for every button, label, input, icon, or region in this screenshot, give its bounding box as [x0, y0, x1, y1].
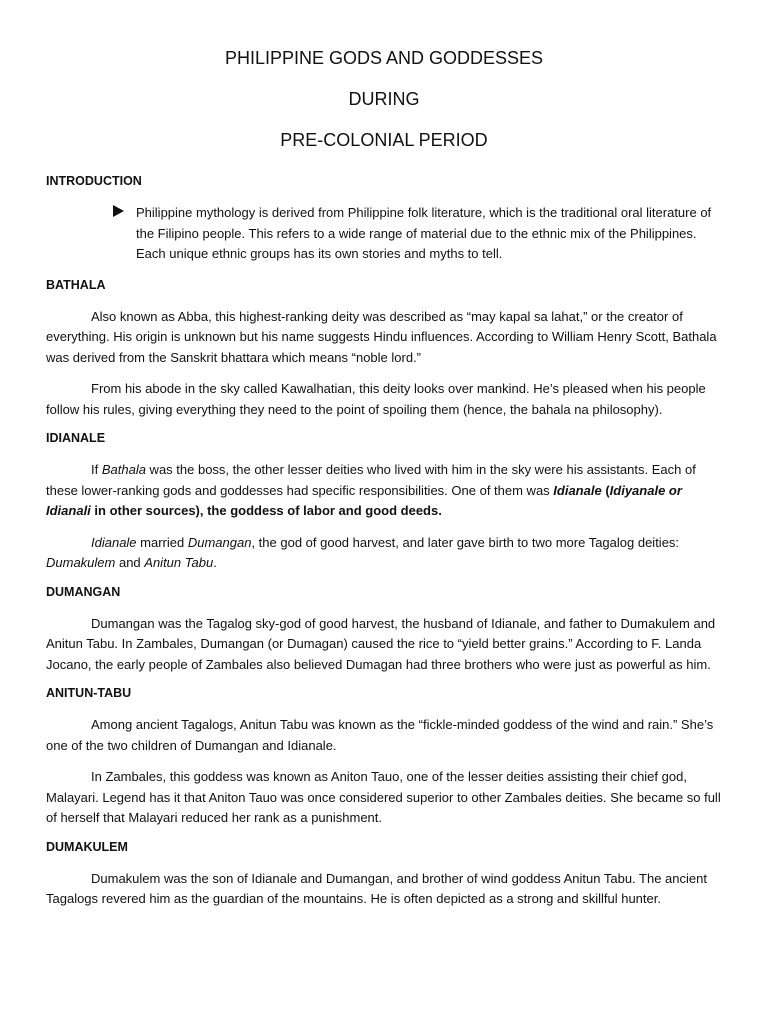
text-run-italic: Anitun Tabu — [144, 555, 214, 570]
text-run-bold: in other sources), the goddess of labor and good deeds. — [90, 503, 442, 518]
text-run-bold-italic: Idiyanale or Idianali — [46, 482, 682, 518]
bathala-paragraph-2: From his abode in the sky called Kawalhatian, this deity looks over mankind. He’s pleased when his people follow his rules, giving everything they need to the point of spoiling them (hence, the bahala na philosophy). — [46, 381, 706, 417]
heading-anitun-tabu: ANITUN-TABU — [46, 686, 132, 700]
anitun-tabu-paragraph-2: In Zambales, this goddess was known as Aniton Tauo, one of the lesser deities assisting their chief god, Malayari. Legend has it that Aniton Tauo was once considered superior to other Zambales deities. She became so full of herself that Malayari reduced her rank as a punishment. — [46, 769, 721, 825]
text-run: . — [213, 555, 217, 570]
text-run-italic: Bathala — [101, 462, 146, 477]
idianale-paragraph-1 — [46, 460, 722, 522]
text-run: married — [136, 534, 188, 550]
title-line-3: PRE-COLONIAL PERIOD — [280, 130, 488, 150]
document-title — [46, 48, 722, 150]
text-run: was the boss, the other lesser deities who lived with him in the sky were his assistants. Each of these lower-ranking gods and goddesses had specific responsibilities. One of them was — [46, 462, 696, 498]
heading-dumangan: DUMANGAN — [46, 584, 121, 599]
dumakulem-paragraph-1: Dumakulem was the son of Idianale and Dumangan, and brother of wind goddess Anitun Tabu. The ancient Tagalogs revered him as the guardian of the mountains. He is often depicted as a strong and skillful hunter. — [46, 870, 707, 906]
text-run: and — [115, 555, 145, 570]
title-line-1: PHILIPPINE GODS AND GODDESSES — [224, 48, 544, 68]
intro-bullet-item — [112, 203, 722, 265]
text-run-bold: ( — [601, 482, 610, 498]
heading-bathala: BATHALA — [46, 277, 106, 292]
text-run-italic: Idianale — [91, 534, 137, 550]
dumangan-paragraph-1: Dumangan was the Tagalog sky-god of good harvest, the husband of Idianale, and father to Dumakulem and Anitun Tabu. In Zambales, Dumangan (or Dumagan) caused the rice to “yield better grains.” According to F. Landa Jocano, the early people of Zambales also believed Dumagan had three brothers who were just as powerful as him. — [46, 615, 716, 672]
text-run-italic: Dumangan — [187, 534, 252, 550]
heading-idianale: IDIANALE — [46, 431, 106, 445]
idianale-paragraph-2 — [46, 533, 722, 574]
heading-introduction: INTRODUCTION — [46, 174, 142, 188]
text-run: , the god of good harvest, and later gave birth to two more Tagalog deities: — [251, 534, 680, 550]
anitun-tabu-paragraph-1: Among ancient Tagalogs, Anitun Tabu was known as the “fickle-minded goddess of the wind and rain.” She’s one of the two children of Dumangan and Idianale. — [46, 717, 714, 753]
intro-bullet-text: Philippine mythology is derived from Philippine folk literature, which is the traditional oral literature of the Filipino people. This refers to a wide range of material due to the ethnic mix of the Philippines. Each unique ethnic groups has its own stories and myths to tell. — [136, 205, 712, 261]
title-line-2: DURING — [348, 89, 420, 109]
text-run-bold-italic: Idianale — [553, 482, 602, 498]
text-run: If — [91, 462, 102, 477]
text-run-italic: Dumakulem — [46, 555, 116, 570]
arrow-right-icon — [112, 203, 136, 265]
heading-dumakulem: DUMAKULEM — [46, 839, 128, 854]
bathala-paragraph-1: Also known as Abba, this highest-ranking deity was described as “may kapal sa lahat,” or the creator of everything. His origin is unknown but his name suggests Hindu influences. According to William Henry Scott, Bathala was derived from the Sanskrit bhattara which means “noble lord.” — [46, 308, 717, 365]
